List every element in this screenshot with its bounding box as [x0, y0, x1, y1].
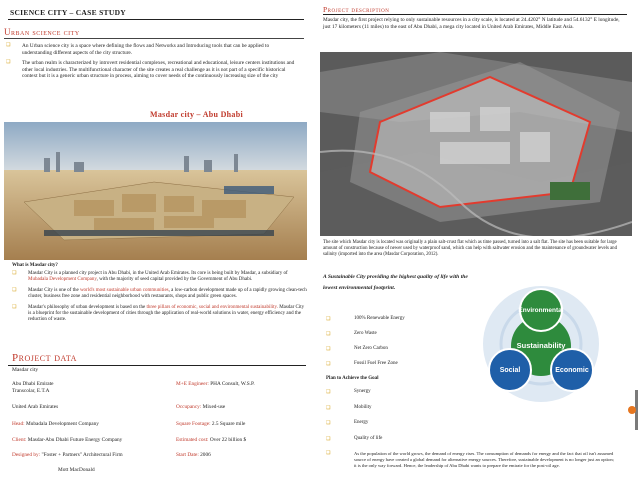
occupancy-key: Occupancy: [176, 404, 202, 410]
designed-by-field [12, 452, 123, 458]
masdar-bullet-3 [12, 305, 308, 324]
client-value: Masdar-Abu Dhabi Future Energy Company [27, 437, 123, 443]
project-description-heading: Project description [323, 5, 390, 14]
what-is-masdar-label: What is Masdar city? [12, 263, 58, 268]
plan-label: Plan to Achieve the Goal [326, 376, 379, 381]
location-line-2: Transcolar, E.T.A [12, 388, 50, 394]
city-rendering [4, 122, 307, 260]
site-plan-aerial-photo [320, 52, 632, 236]
three-pillars-link[interactable]: three pillars of economic, social and environmental sustainability. [146, 304, 278, 310]
mubadala-link[interactable]: Mubadala Development Company [28, 277, 97, 283]
country: United Arab Emirates [12, 404, 59, 410]
decorative-accent [622, 390, 638, 430]
goals-list [326, 316, 486, 376]
cost-field [176, 437, 246, 443]
sustainability-diagram [470, 282, 612, 406]
start-date-field [176, 452, 211, 458]
masdar-city-title: Masdar city – Abu Dhabi [150, 110, 243, 119]
designed-by-value: "Foster + Partners" Architectural Firm [41, 452, 123, 458]
designed-by-key: Designed by: [12, 452, 41, 458]
masdar-bullet-1-text: Masdar City is a planned city project in Abu Dhabi, in the United Arab Emirates. Its core is being built by Masdar, a subsidiary of [28, 271, 288, 276]
masdar-bullet-2-end: , a low-carbon development made up of a rapidly growing clean-tech cluster, business free zone and residential neighborhood with restaurants, shops and public green spaces. [28, 287, 307, 300]
masdar-bullet-3-end: Masdar City is a blueprint for the sustainable development of cities through the application of real-world solutions in water, energy efficiency and the reduction of waste. [28, 304, 305, 323]
footage-key: Square Footage: [176, 421, 211, 427]
goal-item: ❑ Fossil Fuel Free Zone [326, 361, 486, 376]
start-date-key: Start Date: [176, 452, 199, 458]
economic-label: Economic [555, 367, 589, 374]
project-description-text: Masdar city, the first project relying to only sustainable resources in a city scale, is located at 24.4202° N latitude and 54.6132° E longitude, just 17 kilometers (11 miles) to the east of Abu Dhabi, a mega city located in United Arab Emirates, Middle East Asia. [323, 17, 620, 30]
start-date-value: 2006 [200, 452, 211, 458]
location-line-1: Abu Dhabi Emirate [12, 381, 54, 387]
occupancy-value: Mixed-use [202, 404, 226, 410]
mep-value: PHA Consult, W.S.P. [210, 381, 255, 387]
sustainability-label: Sustainability [516, 341, 566, 350]
client-key: Client: [12, 437, 27, 443]
description-divider [323, 14, 627, 15]
sustainable-city-slogan: A Sustainable City providing the highest quality of life with the lowest environmental footprint. [323, 274, 468, 291]
social-label: Social [499, 367, 521, 374]
mott-macdonald: Mott MacDonald [58, 467, 95, 473]
urban-bullet-1: ❑ An Urban science city is a space where defining the flows and Networks and Introducing tools that can be applied to understanding different aspects of the city structure. [6, 43, 296, 56]
project-data-heading: Project data [12, 352, 77, 364]
urban-bullet-list [6, 43, 296, 84]
head-key: Head: [12, 421, 25, 427]
masdar-bullet-1-end: , with the majority of seed capital provided by the Government of Abu Dhabi. [96, 277, 253, 283]
plan-item: ❑ Mobility [326, 405, 616, 421]
masdar-bullet-1 [12, 271, 308, 284]
plan-item: ❑ Energy [326, 420, 616, 436]
case-study-title: SCIENCE CITY – CASE STUDY [10, 8, 126, 17]
sustainable-communities-link[interactable]: world's most sustainable urban communities [79, 287, 169, 293]
plan-paragraph: ❑ As the population of the world grows, the demand of energy rises. The consumption of demands for energy and the fact that oil isn't assumed source of energy have created a global demand for alternative energy sources. Therefore, sustainable development is no longer just an option; it is the only way forward. Hence, the leadership of Abu Dhabi wants to prepare the emirate for the post-oil age. [326, 451, 616, 468]
head-field [12, 421, 99, 427]
environmental-label: Environmental [518, 307, 564, 314]
title-divider [8, 19, 304, 20]
urban-bullet-2: ❑ The urban realm is characterized by introvert residential complexes, recreational and educational, leisure centers institutions and other local industries. The multifunctional character of the site creates a real challenge as it is not part of a specific historical context but it is a generic urban structure in process, aiming to cover needs of the continuously increasing size of the city [6, 60, 296, 80]
mep-field [176, 381, 255, 387]
masdar-aerial-photo [4, 122, 307, 260]
masdar-bullet-2-text: Masdar City is one of the [28, 287, 80, 293]
site-aerial-image [320, 52, 632, 236]
footage-field [176, 421, 245, 427]
project-data-divider [8, 365, 306, 366]
head-value: Mubadala Development Company [25, 421, 99, 427]
masdar-bullet-2 [12, 288, 308, 301]
site-description-text: The site which Masdar city is located was originally a plain salt-crust flat which as time passed, turned into a salt flat. The site has been suitable for large amount of construction because of newer used by waterproof sand, which can help with saltwater erosion and the maintenance of groundwater levels and salinity (imported into the area (Masdar Corporation, 2012). [323, 240, 617, 258]
mep-key: M+E Engineer: [176, 381, 209, 387]
cost-key: Estimated cost: [176, 437, 209, 443]
footage-value: 2.5 Square mile [211, 421, 246, 427]
goal-item: ❑ Net Zero Carbon [326, 346, 486, 361]
urban-divider [4, 38, 304, 39]
masdar-bullet-list [12, 271, 308, 328]
client-field [12, 437, 122, 443]
cost-value: Over 22 billion $ [209, 437, 247, 443]
plan-item: ❑ Quality of life [326, 436, 616, 452]
masdar-bullet-3-text: Masdar's philosophy of urban development is based on the [28, 304, 147, 310]
project-name: Masdar city [12, 367, 39, 373]
occupancy-field [176, 404, 225, 410]
plan-item: ❑ Synergy [326, 389, 616, 405]
urban-science-city-heading: Urban science city [4, 27, 80, 37]
goal-item: ❑ Zero Waste [326, 331, 486, 346]
goal-item: ❑ 100% Renewable Energy [326, 316, 486, 331]
